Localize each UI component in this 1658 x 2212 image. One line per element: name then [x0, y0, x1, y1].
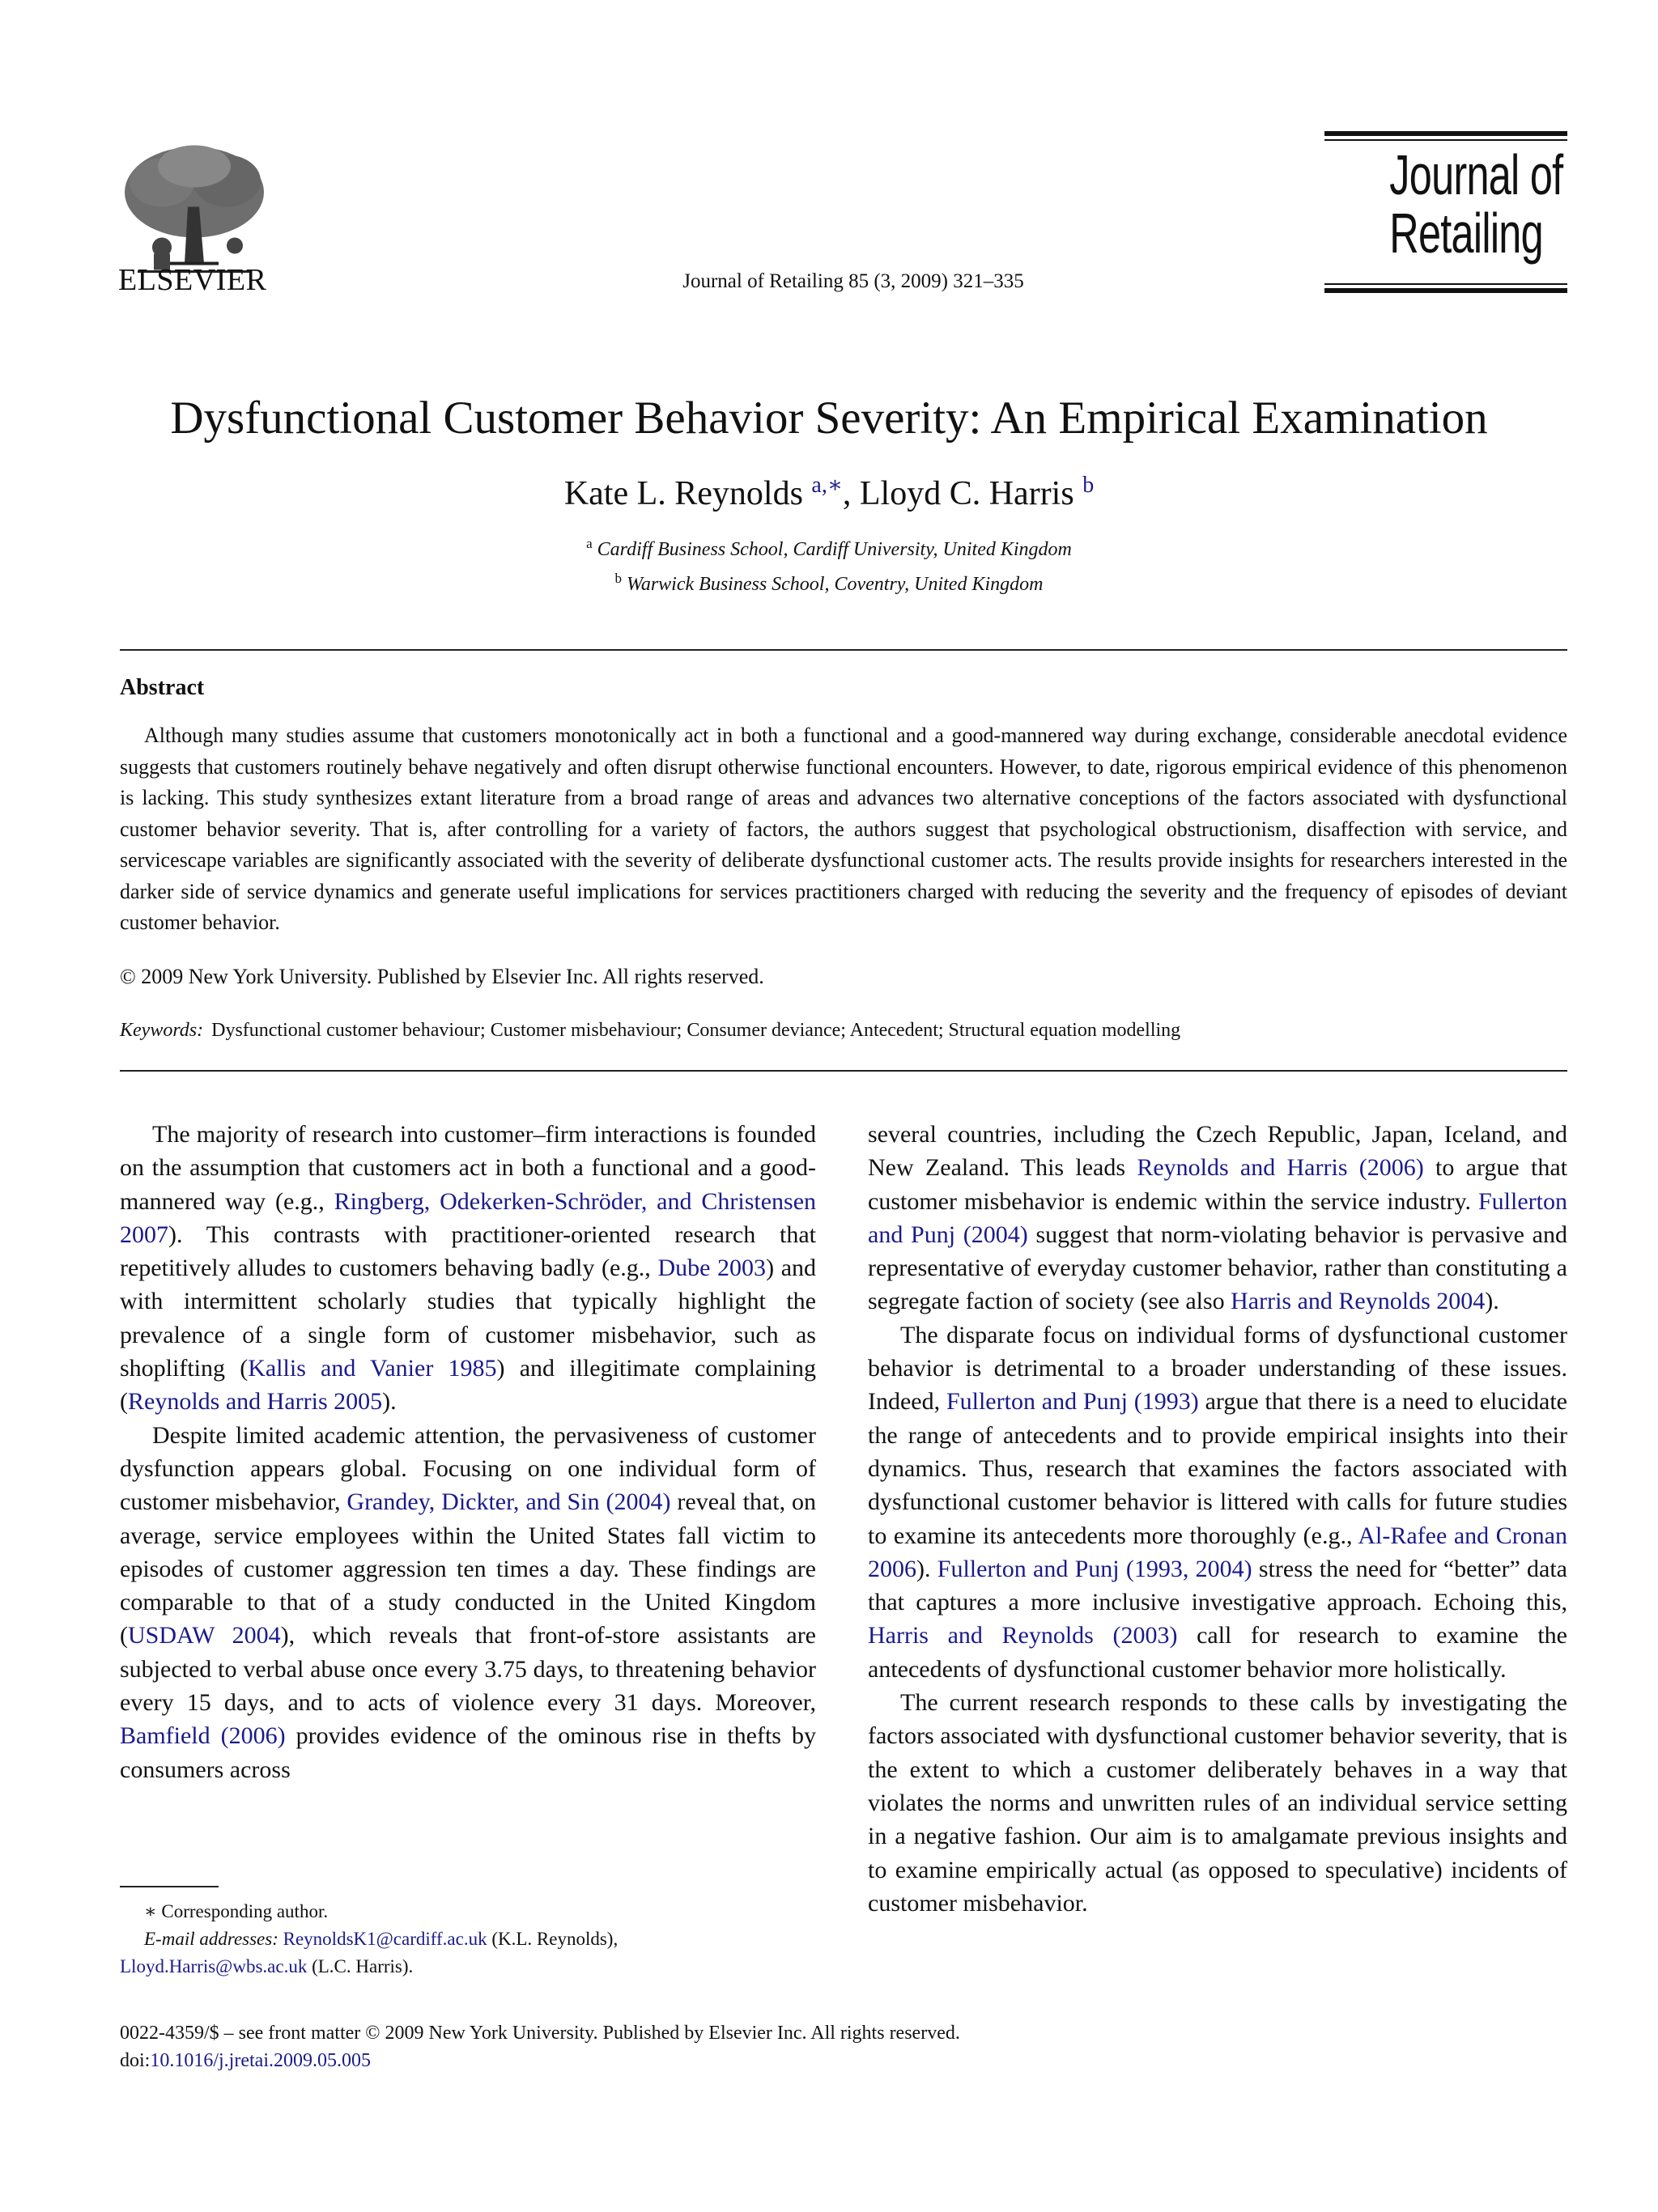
citation-link[interactable]: Kallis and Vanier 1985: [248, 1355, 497, 1382]
journal-logo: [1324, 131, 1567, 293]
email-link[interactable]: ReynoldsK1@cardiff.ac.uk: [283, 1929, 487, 1949]
author-name: Lloyd C. Harris: [859, 475, 1074, 512]
citation-link[interactable]: Fullerton and Punj (1993, 2004): [937, 1555, 1252, 1582]
publisher-name: ELSEVIER: [118, 263, 267, 297]
abstract-copyright: © 2009 New York University. Published by Elsevier Inc. All rights reserved.: [120, 965, 764, 988]
email-label: E-mail addresses:: [144, 1929, 278, 1949]
affiliation-item: $^b$ Warwick Business School, Coventry, United Kingdom: [614, 571, 1044, 595]
author-name: Kate L. Reynolds: [563, 475, 803, 512]
citation-link[interactable]: Fullerton and Punj (1993): [946, 1388, 1199, 1416]
journal-logo-line2: Retailing: [1388, 202, 1543, 265]
body-paragraph: The disparate focus on individual forms of dysfunctional customer behavior is detrimental to a broader understanding of these issues. Indeed, Fullerton and Punj (1993) argue that there is a need to elucidate the range of antecedents and to provide empirical insights into their dynamics. Thus, research that examines the factors associated with dysfunctional customer behavior is littered with calls for future studies to examine its antecedents more thoroughly (e.g., Al-Rafee and Cronan 2006). Fullerton and Punj (1993, 2004) stress the need for “better” data that captures a more inclusive investigative approach. Echoing this, Harris and Reynolds (2003) call for research to examine the antecedents of dysfunctional customer behavior more holistically.: [868, 1321, 1567, 1683]
citation-link[interactable]: Reynolds and Harris 2005: [128, 1388, 383, 1416]
body-paragraph: Despite limited academic attention, the pervasiveness of customer dysfunction appears global. Focusing on one individual form of customer misbehavior, Grandey, Dickter, and Sin (2004) reveal that, on average, service employees within the United States fall victim to episodes of customer aggression ten times a day. These findings are comparable to that of a study conducted in the United Kingdom (USDAW 2004), which reveals that front-of-store assistants are subjected to verbal abuse once every 3.75 days, to threatening behavior every 15 days, and to acts of violence every 31 days. Moreover, Bamfield (2006) provides evidence of the ominous rise in thefts by consumers across: [120, 1421, 816, 1783]
citation-link[interactable]: Ringberg, Odekerken-Schröder, and Christensen 2007: [120, 1187, 817, 1248]
journal-citation: Journal of Retailing 85 (3, 2009) 321–335: [682, 270, 1024, 292]
author-affiliation-marker[interactable]: a,∗: [811, 473, 843, 498]
divider: [120, 1070, 1567, 1072]
body-paragraph: The majority of research into customer–firm interactions is founded on the assumption that customers act in both a functional and a good-mannered way (e.g., Ringberg, Odekerken-Schröder, and Christensen 2007). This contrasts with practitioner-oriented research that repetitively alludes to customers behaving badly (e.g., Dube 2003) and with intermittent scholarly studies that typically highlight the prevalence of a single form of customer misbehavior, such as shoplifting (Kallis and Vanier 1985) and illegitimate complaining (Reynolds and Harris 2005).: [120, 1121, 817, 1416]
citation-link[interactable]: Dube 2003: [657, 1255, 767, 1282]
keywords: [120, 1020, 1180, 1042]
body-paragraph: The current research responds to these calls by investigating the factors associated with dysfunctional customer behavior severity, that is the extent to which a customer deliberately behaves in a way that violates the norms and unwritten rules of an individual service setting in a negative fashion. Our aim is to amalgamate previous insights and to examine empirically actual (as opposed to speculative) incidents of customer misbehavior.: [868, 1689, 1567, 1917]
citation-link[interactable]: Al-Rafee and Cronan 2006: [868, 1522, 1567, 1582]
paper-title: Dysfunctional Customer Behavior Severity: An Empirical Examination: [170, 393, 1488, 444]
front-matter: 0022-4359/$ – see front matter © 2009 New York University. Published by Elsevier Inc. All rights reserved. doi:10.1016/j.jretai.2009.05.005: [120, 2019, 960, 2074]
affiliations: [0, 529, 1658, 599]
footnote-divider: [120, 1886, 219, 1887]
keywords-label: Keywords:: [120, 1020, 204, 1041]
citation-link[interactable]: USDAW 2004: [128, 1622, 281, 1649]
citation-link[interactable]: Harris and Reynolds 2004: [1231, 1288, 1486, 1315]
citation-link[interactable]: Fullerton and Punj (2004): [868, 1187, 1567, 1248]
author-affiliation-marker[interactable]: b: [1082, 473, 1095, 498]
footnote: ∗ Corresponding author. E-mail addresses: ReynoldsK1@cardiff.ac.uk (K.L. Reynolds), Lloyd.Harris@wbs.ac.uk (L.C. Harris).: [120, 1901, 619, 1976]
citation-link[interactable]: Bamfield (2006): [120, 1722, 286, 1750]
doi-link[interactable]: 10.1016/j.jretai.2009.05.005: [150, 2050, 371, 2071]
citation-link[interactable]: Grandey, Dickter, and Sin (2004): [346, 1488, 671, 1516]
affiliation-item: $^a$ Cardiff Business School, Cardiff University, United Kingdom: [586, 536, 1072, 560]
citation-link[interactable]: Reynolds and Harris (2006): [1137, 1154, 1424, 1182]
body-paragraph: several countries, including the Czech Republic, Japan, Iceland, and New Zealand. This leads Reynolds and Harris (2006) to argue that customer misbehavior is endemic within the service industry. Fullerton and Punj (2004) suggest that norm-violating behavior is pervasive and representative of everyday customer behavior, rather than constituting a segregate faction of society (see also Harris and Reynolds 2004).: [868, 1121, 1568, 1315]
issn-line: 0022-4359/$ – see front matter © 2009 New York University. Published by Elsevier Inc. All rights reserved.: [120, 2023, 960, 2044]
abstract-body: Although many studies assume that customers monotonically act in both a functional and a good-mannered way during exchange, considerable anecdotal evidence suggests that customers routinely behave negatively and often disrupt otherwise functional encounters. However, to date, rigorous empirical evidence of this phenomenon is lacking. This study synthesizes extant literature from a broad range of areas and advances two alternative conceptions of the factors associated with dysfunctional customer behavior severity. That is, after controlling for a variety of factors, the authors suggest that psychological obstructionism, disaffection with service, and servicescape variables are significantly associated with the severity of deliberate dysfunctional customer acts. The results provide insights for researchers interested in the darker side of service dynamics and generate useful implications for services practitioners charged with reducing the severity and the frequency of episodes of deviant customer behavior.: [120, 724, 1567, 934]
author-list: Kate L. Reynolds $^{a,∗}$, Lloyd C. Harris $^b$: [563, 473, 1095, 512]
email-link[interactable]: Lloyd.Harris@wbs.ac.uk: [120, 1956, 308, 1976]
keywords-text: Dysfunctional customer behaviour; Customer misbehaviour; Consumer deviance; Antecedent; Structural equation modelling: [211, 1020, 1181, 1041]
abstract-heading: Abstract: [120, 675, 205, 700]
journal-logo-line1: Journal of: [1388, 143, 1562, 206]
footnote-marker: ∗: [144, 1901, 157, 1921]
body-column-right: [868, 1118, 1567, 1920]
citation-link[interactable]: Harris and Reynolds (2003): [868, 1622, 1178, 1649]
body-column-left: [120, 1118, 816, 1786]
divider: [120, 649, 1567, 651]
